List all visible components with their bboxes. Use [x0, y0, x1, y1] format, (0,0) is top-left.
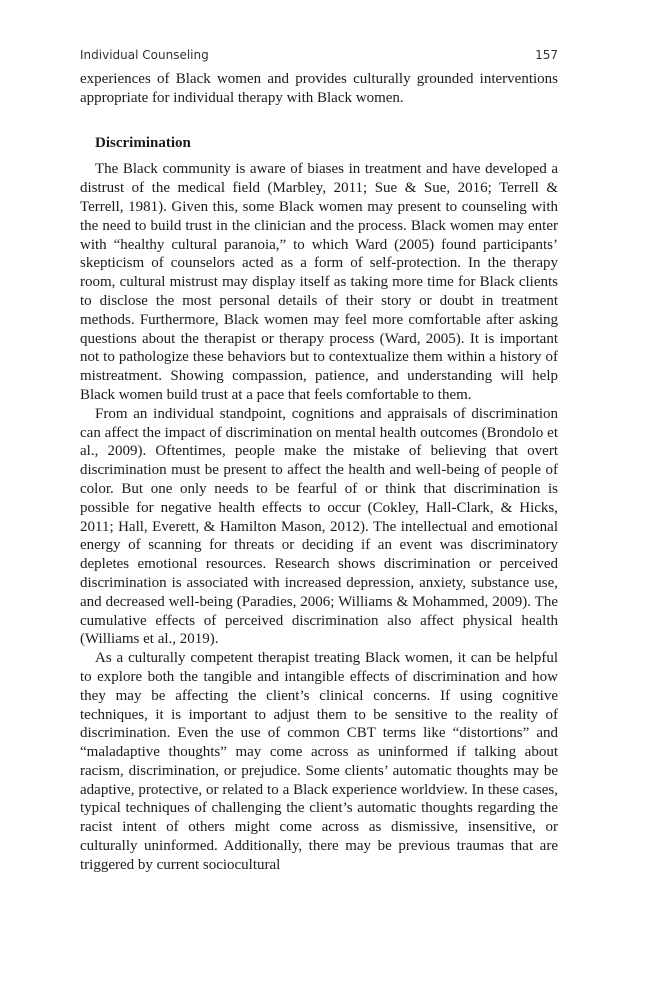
book-page — [80, 48, 558, 875]
section-heading: Discrimination — [95, 134, 191, 151]
body-paragraph-2: From an individual standpoint, cognitions and appraisals of discrimination can affect the impact of discrimination on mental health outcomes (Brondolo et al., 2009). Oftentimes, people make the mistake of believing that overt discrimination must be present to affect the health and well-being of people of color. But one only needs to be fearful of or think that discrimination is possible for negative health effects to occur (Cokley, Hall-Clark, & Hicks, 2011; Hall, Everett, & Hamilton Mason, 2012). The intellectual and emotional energy of scanning for threats or deciding if an event was discriminatory depletes emotional resources. Research shows discrimination or perceived discrimination is associated with increased depression, anxiety, substance use, and decreased well-being (Paradies, 2006; Williams & Mohammed, 2009). The cumulative effects of perceived discrimination also affect physical health (Williams et al., 2019). — [80, 405, 558, 648]
body-paragraph-3: As a culturally competent therapist treating Black women, it can be helpful to explore both the tangible and intangible effects of discrimination and how they may be affecting the client’s clinical concerns. If using cognitive techniques, it is important to adjust them to be sensitive to the reality of discrimination. Even the use of common CBT terms like “distortions” and “maladaptive thoughts” may come across as uninformed if talking about racism, discrimination, or prejudice. Some clients’ automatic thoughts may be adaptive, protective, or related to a Black experience worldview. In these cases, typical techniques of challenging the client’s automatic thoughts regarding the racist intent of others might come across as dismissive, insensitive, or culturally uninformed. Additionally, there may be previous traumas that are triggered by current sociocultural — [80, 650, 558, 873]
body-paragraph-1: The Black community is aware of biases in treatment and have developed a distrust of the medical field (Marbley, 2011; Sue & Sue, 2016; Terrell & Terrell, 1981). Given this, some Black women may present to counseling with the need to build trust in the clinician and the process. Black women may enter with “healthy cultural paranoia,” to which Ward (2005) found participants’ skepticism of counselors acted as a form of self-protection. In the therapy room, cultural mistrust may display itself as taking more time for Black clients to disclose the most personal details of their story or doubt in treatment methods. Furthermore, Black women may feel more comfortable after asking questions about the therapist or therapy process (Ward, 2005). It is important not to pathologize these behaviors but to contextualize them within a history of mistreatment. Showing compassion, patience, and understanding will help Black women build trust at a pace that feels comfortable to them. — [80, 161, 558, 403]
page-number: 157 — [535, 48, 558, 62]
intro-paragraph: experiences of Black women and provides culturally grounded interventions appropriate for individual therapy with Black women. — [80, 71, 558, 106]
running-head-title: Individual Counseling — [80, 48, 209, 62]
body-text — [80, 70, 558, 875]
running-head — [80, 48, 558, 70]
